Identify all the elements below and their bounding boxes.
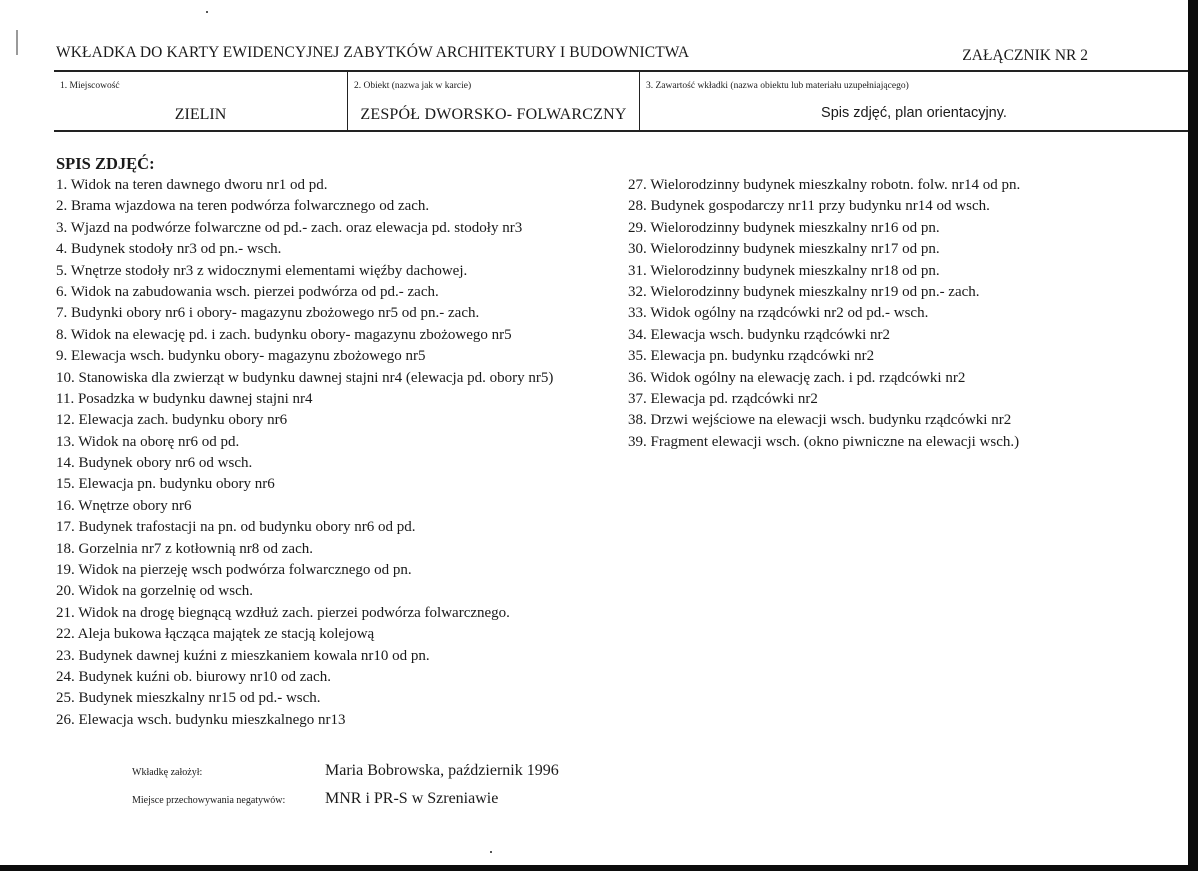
list-item: 30. Wielorodzinny budynek mieszkalny nr17 od pn. bbox=[628, 241, 940, 258]
negatives-storage-value: MNR i PR-S w Szreniawie bbox=[325, 790, 499, 807]
content-value: Spis zdjęć, plan orientacyjny. bbox=[821, 105, 1007, 121]
attachment-number: ZAŁĄCZNIK NR 2 bbox=[962, 47, 1088, 64]
list-item: 39. Fragment elewacji wsch. (okno piwniczne na elewacji wsch.) bbox=[628, 433, 1020, 450]
founded-by-value: Maria Bobrowska, październik 1996 bbox=[325, 762, 559, 779]
content-field bbox=[639, 72, 1188, 130]
locality-field bbox=[54, 72, 347, 130]
list-item: 31. Wielorodzinny budynek mieszkalny nr18 od pn. bbox=[628, 262, 940, 279]
list-item: 2. Brama wjazdowa na teren podwórza folwarcznego od zach. bbox=[56, 198, 430, 215]
list-item: 7. Budynki obory nr6 i obory- magazynu zbożowego nr5 od pn.- zach. bbox=[56, 305, 480, 322]
list-item: 24. Budynek kuźni ob. biurowy nr10 od zach. bbox=[56, 668, 331, 685]
content-label: 3. Zawartość wkładki (nazwa obiektu lub materiału uzupełniającego) bbox=[646, 81, 909, 91]
photo-list-left-column bbox=[56, 175, 553, 731]
photo-list-right-column bbox=[628, 175, 1020, 453]
header-fields-table bbox=[54, 70, 1188, 132]
list-item: 29. Wielorodzinny budynek mieszkalny nr16 od pn. bbox=[628, 219, 940, 236]
locality-label: 1. Miejscowość bbox=[60, 81, 120, 91]
list-item: 36. Widok ogólny na elewację zach. i pd. rządcówki nr2 bbox=[628, 369, 966, 386]
list-item: 16. Wnętrze obory nr6 bbox=[56, 497, 192, 514]
scan-speck bbox=[490, 851, 492, 853]
list-item: 10. Stanowiska dla zwierząt w budynku dawnej stajni nr4 (elewacja pd. obory nr5) bbox=[56, 369, 554, 386]
document-title: WKŁADKA DO KARTY EWIDENCYJNEJ ZABYTKÓW ARCHITEKTURY I BUDOWNICTWA bbox=[56, 44, 690, 61]
list-item: 1. Widok na teren dawnego dworu nr1 od pd. bbox=[56, 177, 328, 193]
list-item: 25. Budynek mieszkalny nr15 od pd.- wsch. bbox=[56, 690, 321, 707]
list-item: 8. Widok na elewację pd. i zach. budynku obory- magazynu zbożowego nr5 bbox=[56, 326, 512, 343]
list-item: 38. Drzwi wejściowe na elewacji wsch. budynku rządcówki nr2 bbox=[628, 412, 1012, 429]
list-item: 27. Wielorodzinny budynek mieszkalny robotn. folw. nr14 od pn. bbox=[628, 177, 1021, 193]
photo-list-heading: SPIS ZDJĘĆ: bbox=[56, 154, 155, 173]
list-item: 5. Wnętrze stodoły nr3 z widocznymi elementami więźby dachowej. bbox=[56, 262, 468, 279]
list-item: 9. Elewacja wsch. budynku obory- magazynu zbożowego nr5 bbox=[56, 348, 426, 365]
list-item: 34. Elewacja wsch. budynku rządcówki nr2 bbox=[628, 326, 891, 343]
list-item: 6. Widok na zabudowania wsch. pierzei podwórza od pd.- zach. bbox=[56, 283, 439, 300]
list-item: 33. Widok ogólny na rządcówki nr2 od pd.- wsch. bbox=[628, 305, 929, 322]
list-item: 3. Wjazd na podwórze folwarczne od pd.- zach. oraz elewacja pd. stodoły nr3 bbox=[56, 219, 523, 236]
list-item: 37. Elewacja pd. rządcówki nr2 bbox=[628, 390, 818, 407]
list-item: 26. Elewacja wsch. budynku mieszkalnego nr13 bbox=[56, 711, 346, 728]
list-item: 21. Widok na drogę biegnącą wzdłuż zach. pierzei podwórza folwarcznego. bbox=[56, 604, 510, 621]
list-item: 4. Budynek stodoły nr3 od pn.- wsch. bbox=[56, 241, 282, 258]
locality-value: ZIELIN bbox=[174, 106, 227, 123]
founded-by-label: Wkładkę założył: bbox=[132, 767, 203, 778]
list-item: 20. Widok na gorzelnię od wsch. bbox=[56, 583, 253, 600]
scan-speck bbox=[206, 11, 208, 13]
list-item: 13. Widok na oborę nr6 od pd. bbox=[56, 433, 240, 450]
list-item: 23. Budynek dawnej kuźni z mieszkaniem kowala nr10 od pn. bbox=[56, 647, 430, 664]
list-item: 19. Widok na pierzeję wsch podwórza folwarcznego od pn. bbox=[56, 562, 412, 579]
object-label: 2. Obiekt (nazwa jak w karcie) bbox=[354, 81, 472, 91]
list-item: 32. Wielorodzinny budynek mieszkalny nr19 od pn.- zach. bbox=[628, 283, 980, 300]
list-item: 17. Budynek trafostacji na pn. od budynku obory nr6 od pd. bbox=[56, 519, 416, 536]
list-item: 12. Elewacja zach. budynku obory nr6 bbox=[56, 412, 288, 429]
negatives-storage-label: Miejsce przechowywania negatywów: bbox=[132, 795, 286, 806]
scan-edge-bottom bbox=[0, 865, 1198, 871]
list-item: 22. Aleja bukowa łącząca majątek ze stacją kolejową bbox=[56, 626, 375, 643]
scan-edge-right bbox=[1188, 0, 1198, 871]
list-item: 15. Elewacja pn. budynku obory nr6 bbox=[56, 476, 275, 493]
object-value: ZESPÓŁ DWORSKO- FOLWARCZNY bbox=[360, 106, 627, 123]
list-item: 35. Elewacja pn. budynku rządcówki nr2 bbox=[628, 348, 875, 365]
list-item: 18. Gorzelnia nr7 z kotłownią nr8 od zach. bbox=[56, 540, 313, 557]
list-item: 11. Posadzka w budynku dawnej stajni nr4 bbox=[56, 390, 313, 407]
list-item: 28. Budynek gospodarczy nr11 przy budynku nr14 od wsch. bbox=[628, 198, 990, 215]
object-field bbox=[347, 72, 639, 130]
list-item: 14. Budynek obory nr6 od wsch. bbox=[56, 455, 253, 472]
scan-edge-left bbox=[16, 30, 18, 55]
